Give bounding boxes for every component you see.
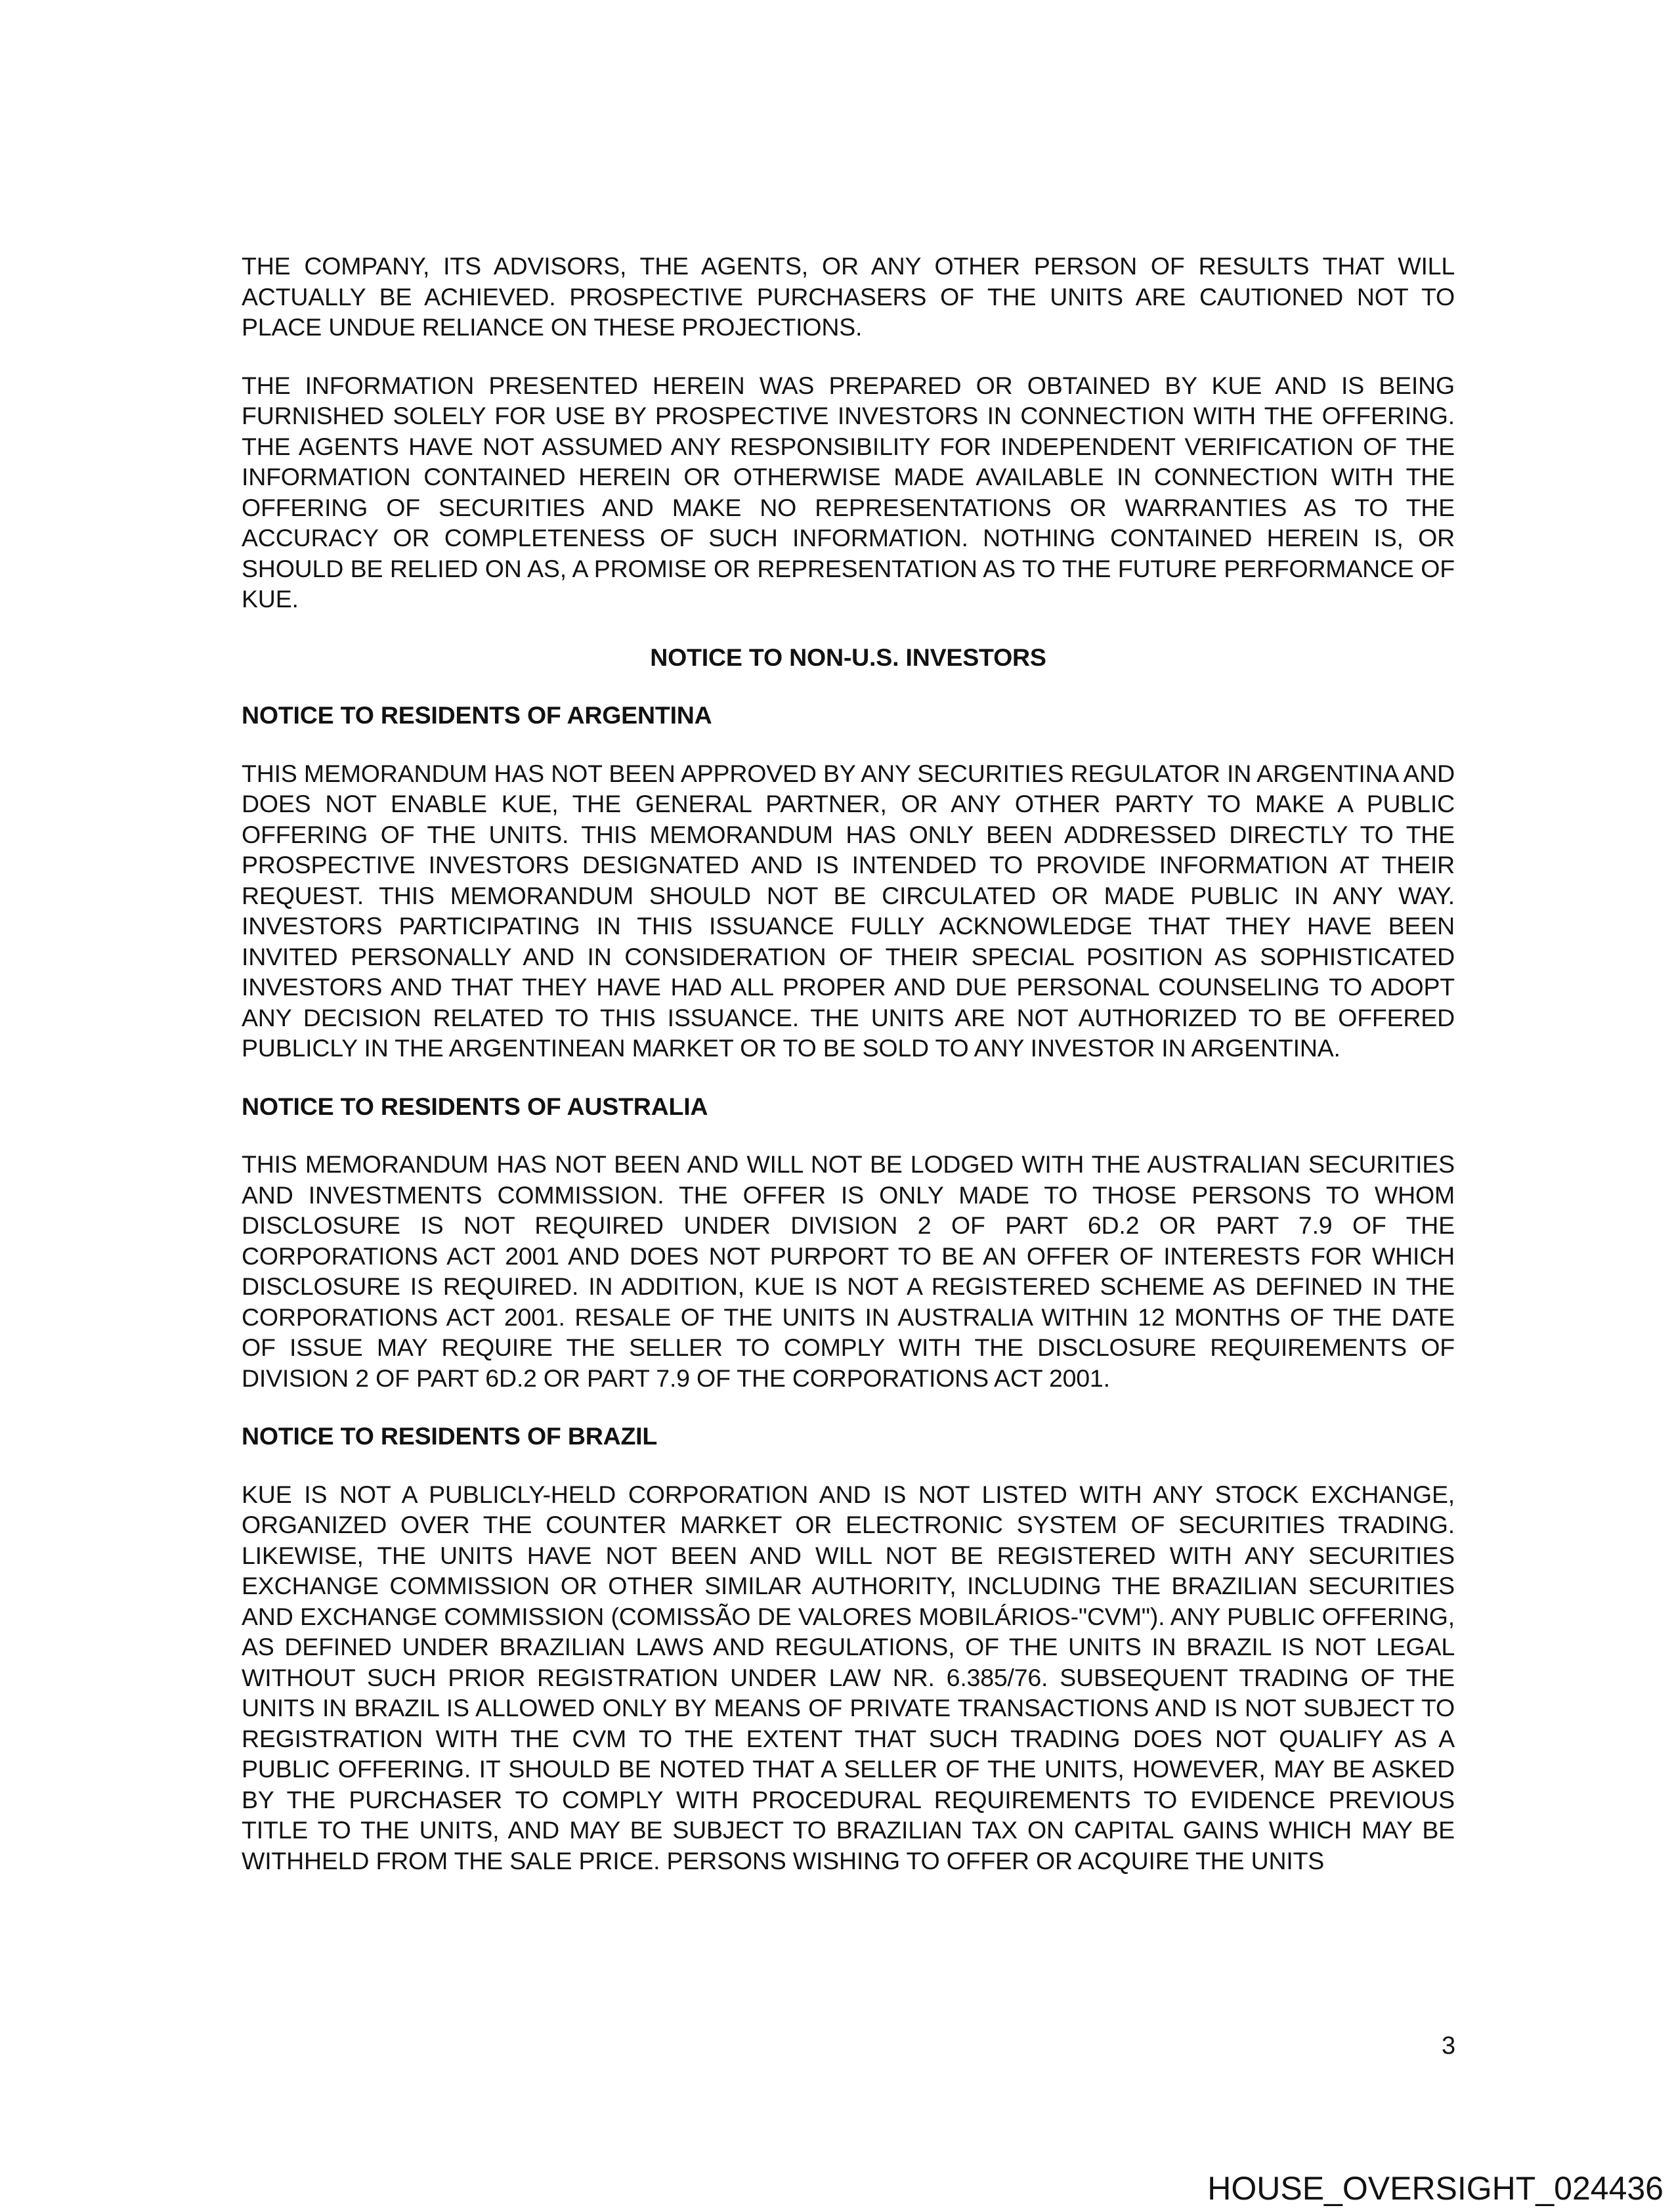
bates-stamp: HOUSE_OVERSIGHT_024436 — [1207, 2170, 1663, 2207]
paragraph-australia-notice: THIS MEMORANDUM HAS NOT BEEN AND WILL NOT BE LODGED WITH THE AUSTRALIAN SECURITIES AND INVESTMENTS COMMISSION. THE OFFER IS ONLY MADE TO THOSE PERSONS TO WHOM DISCLOSURE IS NOT REQUIRED UNDER DIVISION 2 OF PART 6D.2 OR PART 7.9 OF THE CORPORATIONS ACT 2001 AND DOES NOT PURPORT TO BE AN OFFER OF INTERESTS FOR WHICH DISCLOSURE IS REQUIRED. IN ADDITION, KUE IS NOT A REGISTERED SCHEME AS DEFINED IN THE CORPORATIONS ACT 2001. RESALE OF THE UNITS IN AUSTRALIA WITHIN 12 MONTHS OF THE DATE OF ISSUE MAY REQUIRE THE SELLER TO COMPLY WITH THE DISCLOSURE REQUIREMENTS OF DIVISION 2 OF PART 6D.2 OR PART 7.9 OF THE CORPORATIONS ACT 2001. — [242, 1150, 1455, 1392]
heading-notice-brazil: NOTICE TO RESIDENTS OF BRAZIL — [242, 1422, 658, 1450]
document-content — [242, 251, 1455, 1876]
paragraph-results-disclaimer: THE COMPANY, ITS ADVISORS, THE AGENTS, OR ANY OTHER PERSON OF RESULTS THAT WILL ACTUALLY BE ACHIEVED. PROSPECTIVE PURCHASERS OF THE UNITS ARE CAUTIONED NOT TO PLACE UNDUE RELIANCE ON THESE PROJECTIONS. — [242, 252, 1455, 341]
heading-notice-to-non-us-investors: NOTICE TO NON-U.S. INVESTORS — [650, 643, 1046, 671]
heading-notice-argentina: NOTICE TO RESIDENTS OF ARGENTINA — [242, 701, 712, 729]
heading-notice-australia: NOTICE TO RESIDENTS OF AUSTRALIA — [242, 1092, 708, 1120]
paragraph-information-disclaimer: THE INFORMATION PRESENTED HEREIN WAS PREPARED OR OBTAINED BY KUE AND IS BEING FURNISHED SOLELY FOR USE BY PROSPECTIVE INVESTORS IN CONNECTION WITH THE OFFERING. THE AGENTS HAVE NOT ASSUMED ANY RESPONSIBILITY FOR INDEPENDENT VERIFICATION OF THE INFORMATION CONTAINED HEREIN OR OTHERWISE MADE AVAILABLE IN CONNECTION WITH THE OFFERING OF SECURITIES AND MAKE NO REPRESENTATIONS OR WARRANTIES AS TO THE ACCURACY OR COMPLETENESS OF SUCH INFORMATION. NOTHING CONTAINED HEREIN IS, OR SHOULD BE RELIED ON AS, A PROMISE OR REPRESENTATION AS TO THE FUTURE PERFORMANCE OF KUE. — [242, 371, 1455, 613]
paragraph-argentina-notice: THIS MEMORANDUM HAS NOT BEEN APPROVED BY ANY SECURITIES REGULATOR IN ARGENTINA AND DOES NOT ENABLE KUE, THE GENERAL PARTNER, OR ANY OTHER PARTY TO MAKE A PUBLIC OFFERING OF THE UNITS. THIS MEMORANDUM HAS ONLY BEEN ADDRESSED DIRECTLY TO THE PROSPECTIVE INVESTORS DESIGNATED AND IS INTENDED TO PROVIDE INFORMATION AT THEIR REQUEST. THIS MEMORANDUM SHOULD NOT BE CIRCULATED OR MADE PUBLIC IN ANY WAY. INVESTORS PARTICIPATING IN THIS ISSUANCE FULLY ACKNOWLEDGE THAT THEY HAVE BEEN INVITED PERSONALLY AND IN CONSIDERATION OF THEIR SPECIAL POSITION AS SOPHISTICATED INVESTORS AND THAT THEY HAVE HAD ALL PROPER AND DUE PERSONAL COUNSELING TO ADOPT ANY DECISION RELATED TO THIS ISSUANCE. THE UNITS ARE NOT AUTHORIZED TO BE OFFERED PUBLICLY IN THE ARGENTINEAN MARKET OR TO BE SOLD TO ANY INVESTOR IN ARGENTINA. — [242, 759, 1455, 1062]
page-number: 3 — [1442, 2032, 1456, 2060]
paragraph-brazil-notice: KUE IS NOT A PUBLICLY-HELD CORPORATION AND IS NOT LISTED WITH ANY STOCK EXCHANGE, ORGANIZED OVER THE COUNTER MARKET OR ELECTRONIC SYSTEM OF SECURITIES TRADING. LIKEWISE, THE UNITS HAVE NOT BEEN AND WILL NOT BE REGISTERED WITH ANY SECURITIES EXCHANGE COMMISSION OR OTHER SIMILAR AUTHORITY, INCLUDING THE BRAZILIAN SECURITIES AND EXCHANGE COMMISSION (COMISSÃO DE VALORES MOBILÁRIOS-"CVM"). ANY PUBLIC OFFERING, AS DEFINED UNDER BRAZILIAN LAWS AND REGULATIONS, OF THE UNITS IN BRAZIL IS NOT LEGAL WITHOUT SUCH PRIOR REGISTRATION UNDER LAW NR. 6.385/76. SUBSEQUENT TRADING OF THE UNITS IN BRAZIL IS ALLOWED ONLY BY MEANS OF PRIVATE TRANSACTIONS AND IS NOT SUBJECT TO REGISTRATION WITH THE CVM TO THE EXTENT THAT SUCH TRADING DOES NOT QUALIFY AS A PUBLIC OFFERING. IT SHOULD BE NOTED THAT A SELLER OF THE UNITS, HOWEVER, MAY BE ASKED BY THE PURCHASER TO COMPLY WITH PROCEDURAL REQUIREMENTS TO EVIDENCE PREVIOUS TITLE TO THE UNITS, AND MAY BE SUBJECT TO BRAZILIAN TAX ON CAPITAL GAINS WHICH MAY BE WITHHELD FROM THE SALE PRICE. PERSONS WISHING TO OFFER OR ACQUIRE THE UNITS — [242, 1480, 1455, 1875]
